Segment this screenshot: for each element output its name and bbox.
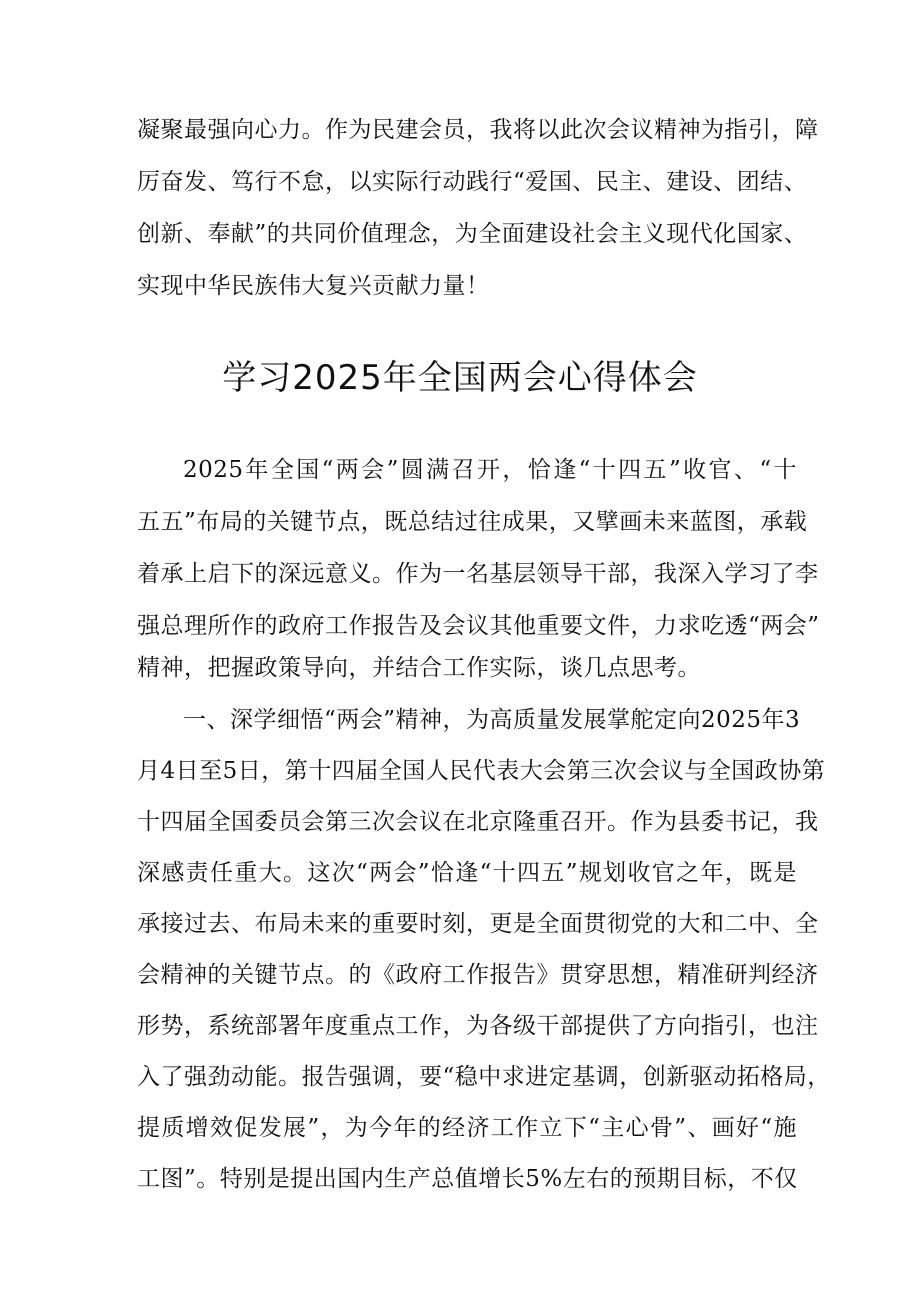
paragraph1-line: 2025年全国“两会”圆满召开，恰逢“十四五”收官、“十 (183, 457, 797, 483)
paragraph2-line: 承接过去、布局未来的重要时刻，更是全面贯彻党的大和二中、全 (137, 911, 819, 937)
paragraph2-line: 形势，系统部署年度重点工作，为各级干部提供了方向指引，也注 (137, 1013, 819, 1039)
continuation-line: 凝聚最强向心力。作为民建会员，我将以此次会议精神为指引，障 (137, 117, 819, 143)
paragraph2-line: 工图”。特别是提出国内生产总值增长5%左右的预期目标，不仅 (137, 1166, 798, 1192)
paragraph2-line: 十四届全国委员会第三次会议在北京隆重召开。作为县委书记，我 (137, 809, 819, 835)
document-title: 学习2025年全国两会心得体会 (222, 358, 698, 398)
paragraph2-line: 会精神的关键节点。的《政府工作报告》贯穿思想，精准研判经济 (137, 962, 819, 988)
continuation-line: 厉奋发、笃行不怠，以实际行动践行“爱国、民主、建设、团结、 (137, 169, 808, 195)
continuation-line: 实现中华民族伟大复兴贡献力量！ (137, 273, 490, 299)
paragraph1-line: 精神，把握政策导向，并结合工作实际，谈几点思考。 (137, 655, 701, 681)
paragraph1-line: 着承上启下的深远意义。作为一名基层领导干部，我深入学习了李 (137, 561, 819, 587)
paragraph2-line: 入了强劲动能。报告强调，要“稳中求进定基调，创新驱动拓格局， (137, 1064, 831, 1090)
paragraph2-line: 一、深学细悟“两会”精神，为高质量发展掌舵定向2025年3 (183, 707, 801, 733)
continuation-line: 创新、奉献”的共同价值理念，为全面建设社会主义现代化国家、 (137, 221, 808, 247)
paragraph1-line: 五五”布局的关键节点，既总结过往成果，又擘画未来蓝图，承载 (137, 509, 808, 535)
paragraph1-line: 强总理所作的政府工作报告及会议其他重要文件，力求吃透“两会” (137, 613, 820, 639)
paragraph2-line: 深感责任重大。这次“两会”恰逢“十四五”规划收官之年，既是 (137, 860, 797, 886)
paragraph2-line: 提质增效促发展”，为今年的经济工作立下“主心骨”、画好“施 (137, 1115, 797, 1141)
paragraph2-line: 月4日至5日，第十四届全国人民代表大会第三次会议与全国政协第 (137, 758, 826, 784)
